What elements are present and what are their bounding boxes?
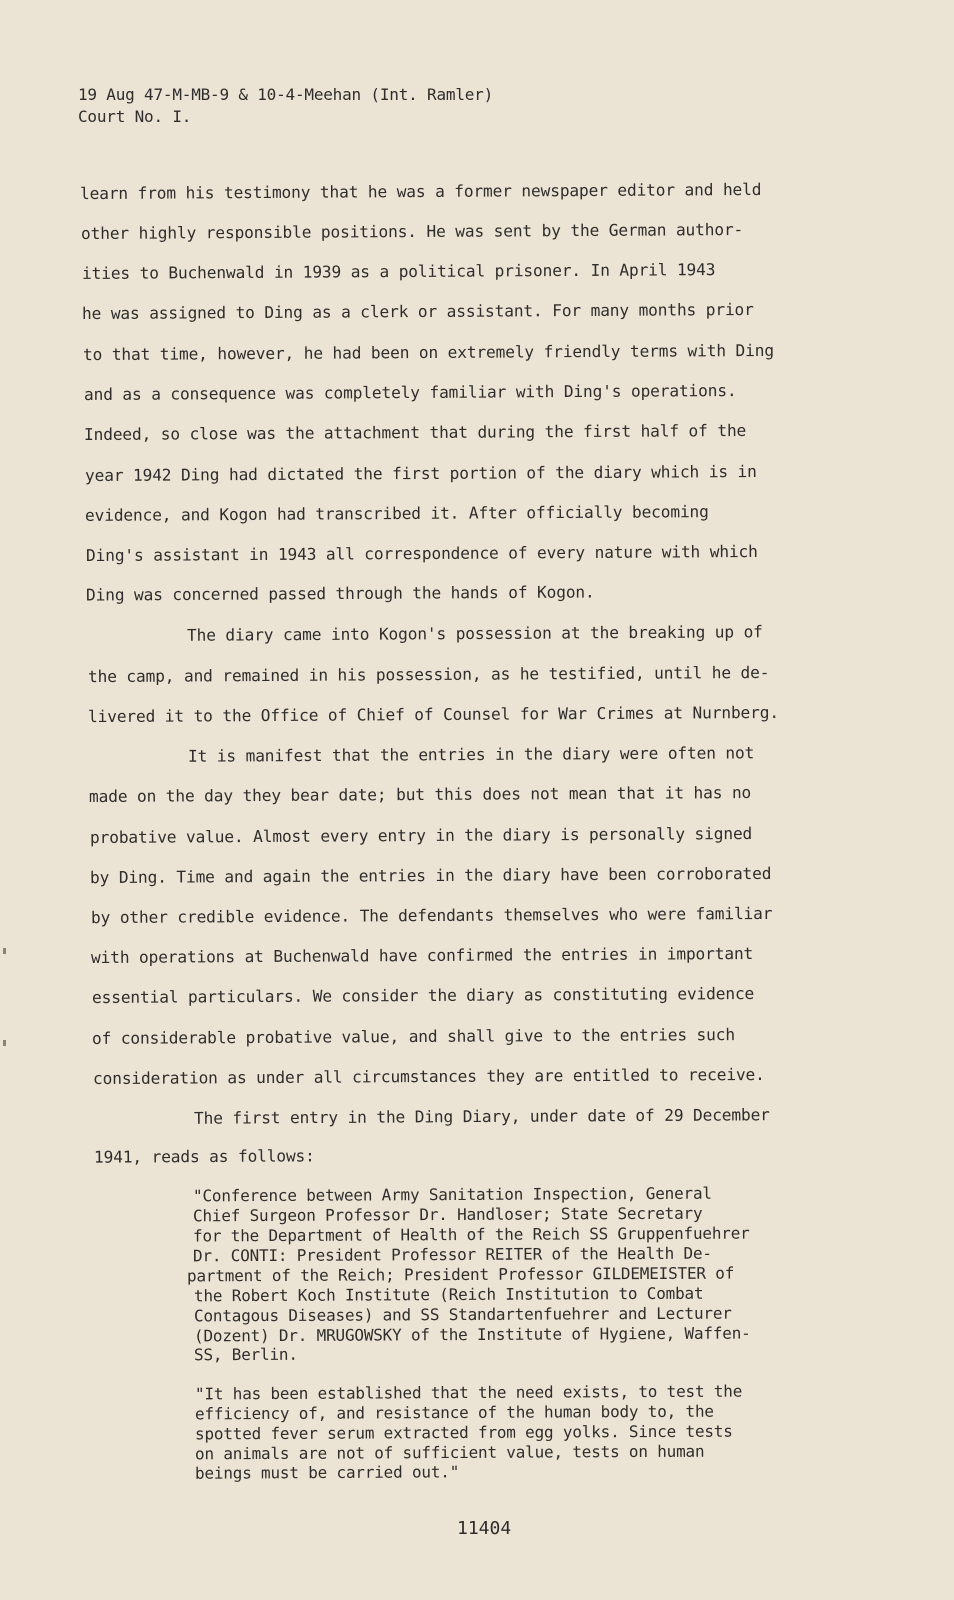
edge-mark [3, 948, 6, 954]
quote-line: Dr. CONTI: President Professor REITER of the Health De- [192, 1243, 712, 1266]
quote-line: SS, Berlin. [193, 1344, 298, 1365]
edge-mark [3, 1040, 6, 1046]
body-line: It is manifest that the entries in the diary were often not [187, 743, 755, 766]
page-number: 11404 [457, 1518, 512, 1539]
header-court-number: Court No. I. [78, 107, 192, 126]
body-line: livered it to the Office of Chief of Counsel for War Crimes at Nurnberg. [87, 702, 779, 727]
quote-line: on animals are not of sufficient value, tests on human [194, 1441, 705, 1464]
body-line: Ding was concerned passed through the hands of Kogon. [85, 582, 595, 605]
quote-line: the Robert Koch Institute (Reich Institution to Combat [193, 1283, 704, 1306]
body-line: consideration as under all circumstances they are entitled to receive. [92, 1064, 765, 1089]
body-line: Ding's assistant in 1943 all correspondence of every nature with which [85, 541, 758, 566]
body-line: probative value. Almost every entry in the diary is personally signed [89, 823, 753, 848]
body-line: with operations at Buchenwald have confirmed the entries in important [90, 943, 754, 968]
body-line: essential particulars. We consider the diary as constituting evidence [91, 983, 755, 1008]
header-case-reference: 19 Aug 47-M-MB-9 & 10-4-Meehan (Int. Ramler) [78, 85, 494, 104]
body-line: the camp, and remained in his possession, as he testified, until he de- [87, 662, 770, 687]
body-line: 1941, reads as follows: [93, 1146, 315, 1167]
body-line: learn from his testimony that he was a former newspaper editor and held [79, 179, 762, 204]
quote-line: beings must be carried out." [194, 1462, 460, 1483]
body-line: to that time, however, he had been on extremely friendly terms with Ding [82, 340, 774, 365]
body-line: Indeed, so close was the attachment that during the first half of the [83, 420, 747, 445]
quote-line: Contagous Diseases) and SS Standartenfuehrer and Lecturer [193, 1303, 732, 1326]
quote-line: "Conference between Army Sanitation Inspection, General [192, 1183, 712, 1206]
page-header [78, 84, 493, 128]
quote-line: for the Department of Health of the Reich SS Gruppenfuehrer [192, 1223, 750, 1246]
body-line: The first entry in the Ding Diary, under date of 29 December [193, 1105, 770, 1128]
quote-line: "It has been established that the need exists, to test the [194, 1381, 743, 1404]
body-line: evidence, and Kogon had transcribed it. After officially becoming [84, 502, 709, 525]
quote-line: spotted fever serum extracted from egg yolks. Since tests [194, 1421, 733, 1444]
body-line: he was assigned to Ding as a clerk or assistant. For many months prior [81, 299, 754, 324]
quote-line: Chief Surgeon Professor Dr. Handloser; State Secretary [192, 1203, 703, 1226]
quote-line: partment of the Reich; President Professor GILDEMEISTER of [186, 1263, 735, 1286]
body-line: ities to Buchenwald in 1939 as a political prisoner. In April 1943 [81, 260, 716, 283]
body-line: by Ding. Time and again the entries in the diary have been corroborated [89, 863, 772, 888]
body-line: other highly responsible positions. He was sent by the German author- [80, 219, 744, 244]
body-line: by other credible evidence. The defendants themselves who were familiar [90, 903, 773, 928]
body-line: of considerable probative value, and shall give to the entries such [91, 1025, 735, 1048]
body-line: The diary came into Kogon's possession at the breaking up of [186, 622, 763, 645]
quote-line: efficiency of, and resistance of the human body to, the [194, 1401, 714, 1424]
body-line: and as a consequence was completely familiar with Ding's operations. [83, 381, 737, 404]
quote-line: (Dozent) Dr. MRUGOWSKY of the Institute of Hygiene, Waffen- [193, 1323, 751, 1346]
body-line: year 1942 Ding had dictated the first portion of the diary which is in [84, 461, 757, 486]
body-line: made on the day they bear date; but this does not mean that it has no [88, 782, 752, 807]
